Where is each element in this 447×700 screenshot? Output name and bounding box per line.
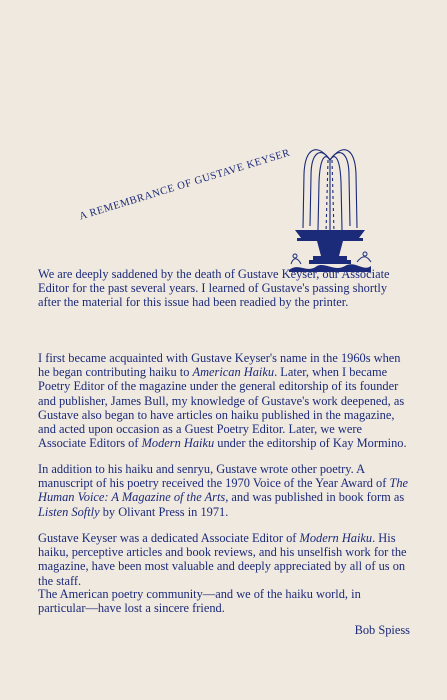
paragraph-2: I first became acquainted with Gustave Keyser's name in the 1960s when he began contributing haiku to American Haiku. Later, when I became Poetry Editor of the magazine under the general editorship of its founder and publisher, James Bull, my knowledge of Gustave's work deepened, as Gustave also began to have articles on haiku published in the magazine, and acted upon occasion as a Guest Poetry Editor. Later, we were Associate Editors of Modern Haiku under the editorship of Kay Mormino. [38, 351, 407, 451]
paragraph-1: We are deeply saddened by the death of Gustave Keyser, our Associate Editor for the past several years. I learned of Gustave's passing shortly after the material for this issue had been readied by the printer. [38, 267, 390, 310]
magazine-title-modern-haiku: Modern Haiku [141, 436, 215, 451]
magazine-title-human-voice: The Human Voice: A Magazine of the Arts [38, 476, 409, 505]
paragraph-5: The American poetry community—and we of the haiku world, in particular—have lost a sincere friend. [38, 587, 361, 616]
paragraph-3: In addition to his haiku and senryu, Gustave wrote other poetry. A manuscript of his poetry received the 1970 Voice of the Year Award of The Human Voice: A Magazine of the Arts, and was published in book form as Listen Softly by Olivant Press in 1971. [38, 462, 409, 519]
book-title-listen-softly: Listen Softly [38, 504, 100, 519]
magazine-title-american-haiku: American Haiku [192, 365, 275, 380]
author-signature: Bob Spiess [354, 623, 410, 637]
magazine-title-modern-haiku-2: Modern Haiku [299, 531, 373, 545]
paragraph-4: Gustave Keyser was a dedicated Associate Editor of Modern Haiku. His haiku, perceptive articles and book reviews, and his unselfish work for the magazine, have been most valuable and deeply appreciated by all of us on the staff. [38, 531, 407, 588]
article-heading: A REMEMBRANCE OF GUSTAVE KEYSER [78, 147, 292, 223]
fountain-illustration-icon [287, 138, 373, 278]
